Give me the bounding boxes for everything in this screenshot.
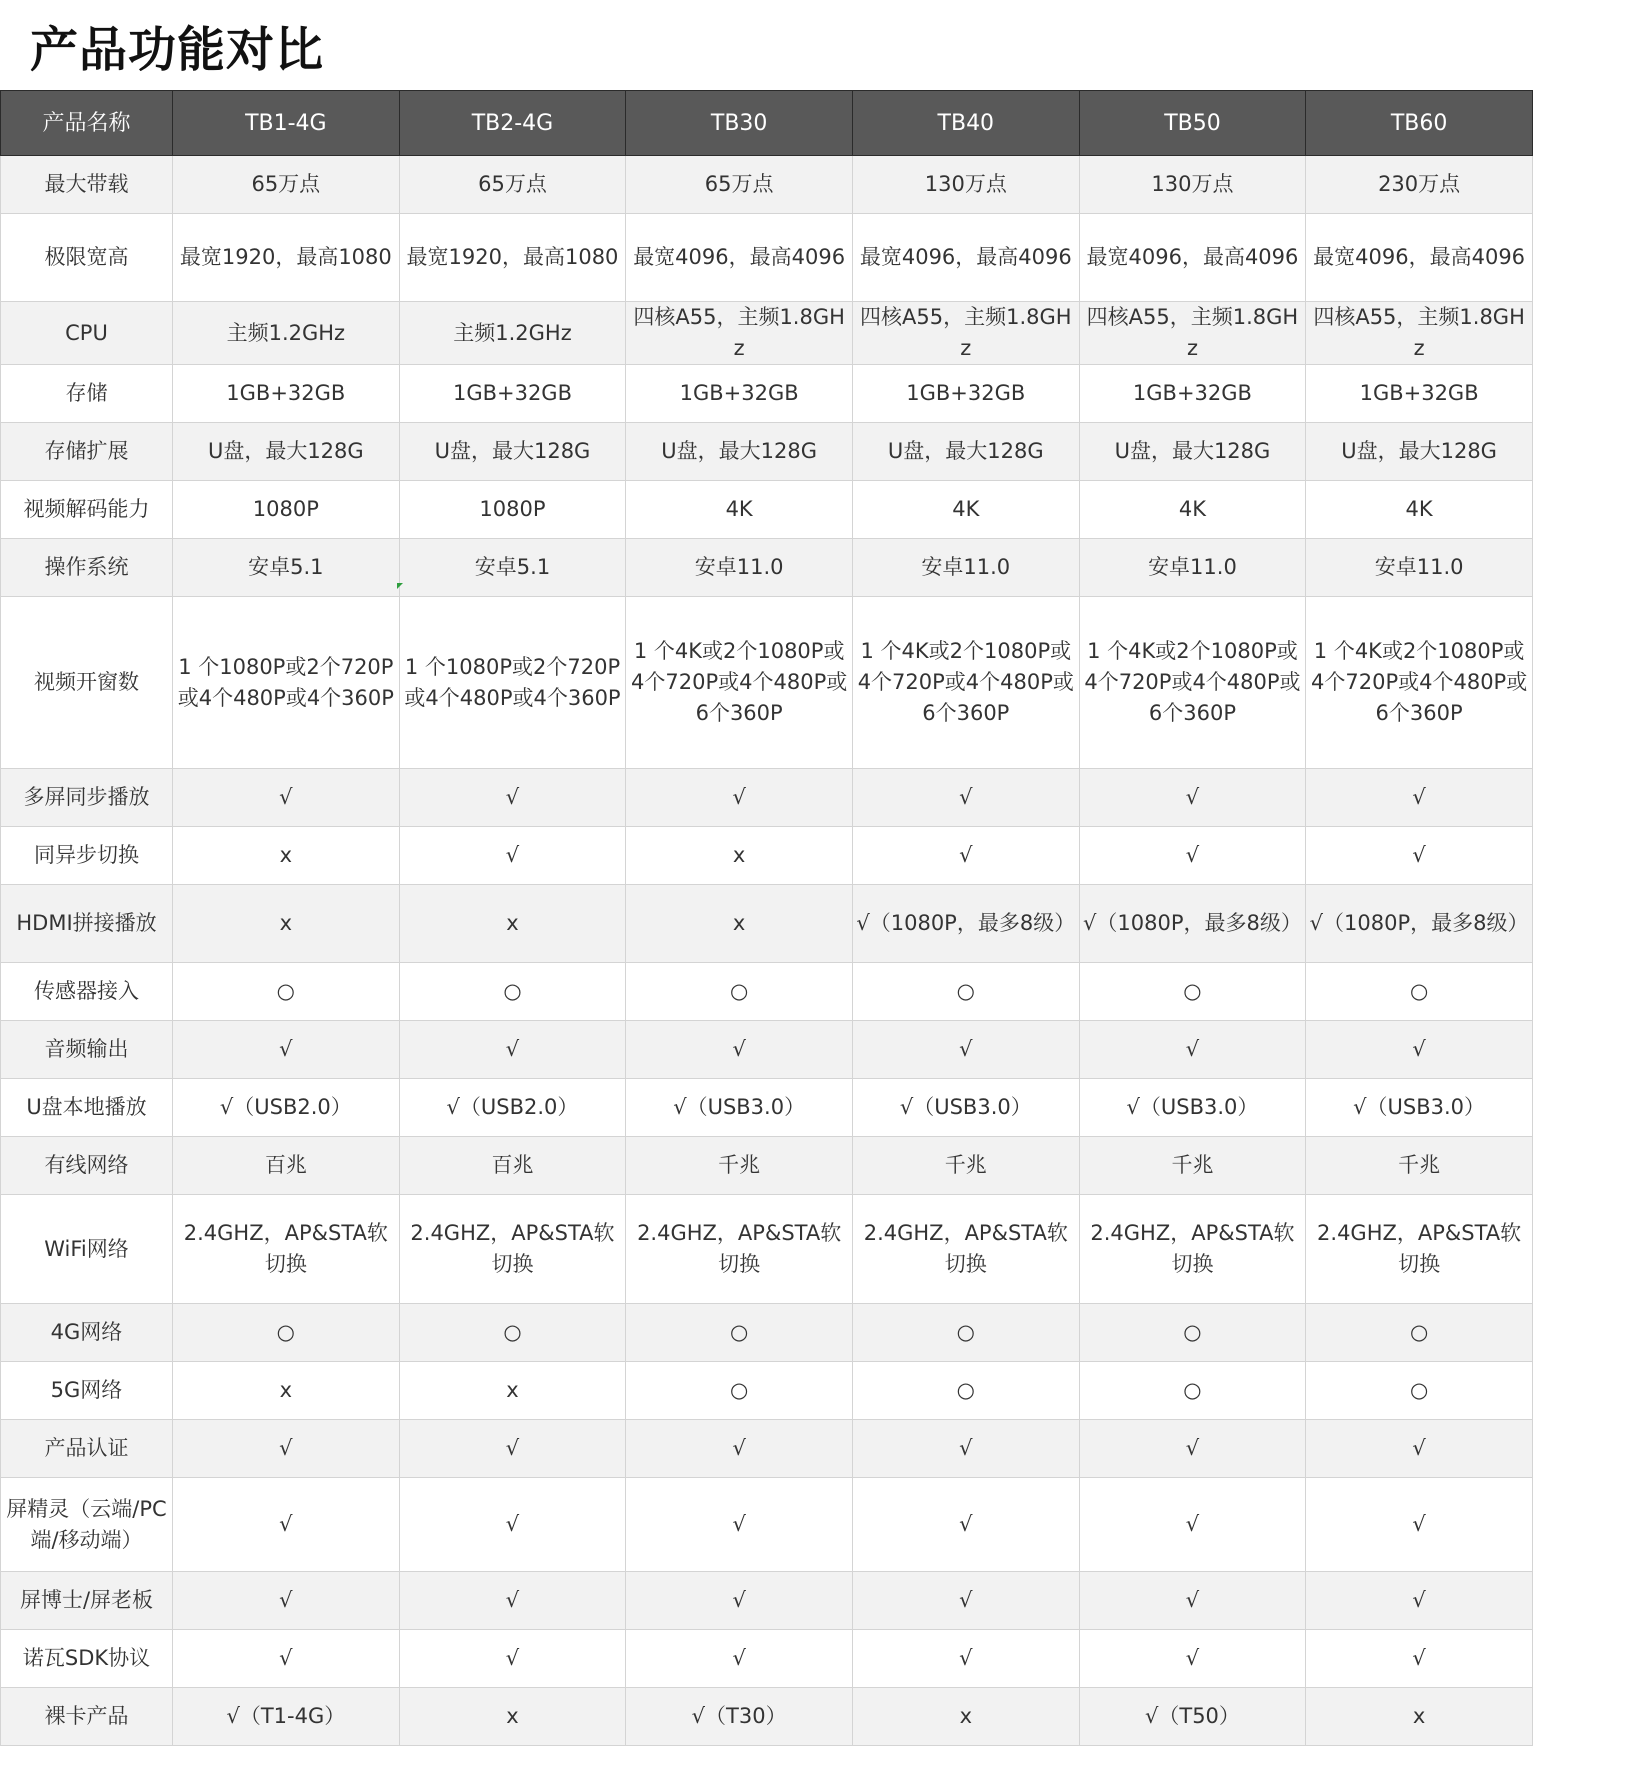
table-cell: 1 个4K或2个1080P或4个720P或4个480P或6个360P — [626, 597, 853, 769]
row-label: 屏精灵（云端/PC端/移动端） — [1, 1478, 173, 1572]
table-row — [1, 963, 1533, 1021]
table-cell: √（1080P，最多8级） — [1306, 885, 1533, 963]
table-cell: √ — [173, 1420, 400, 1478]
row-label: 传感器接入 — [1, 963, 173, 1021]
table-cell: √（T30） — [626, 1688, 853, 1746]
table-row — [1, 769, 1533, 827]
row-label: 多屏同步播放 — [1, 769, 173, 827]
table-row — [1, 302, 1533, 365]
table-cell: √ — [399, 1478, 626, 1572]
table-cell: x — [173, 1362, 400, 1420]
table-cell: 1GB+32GB — [173, 365, 400, 423]
table-cell: √ — [1306, 1630, 1533, 1688]
row-label: 产品认证 — [1, 1420, 173, 1478]
table-cell: √ — [1306, 1420, 1533, 1478]
table-row — [1, 1572, 1533, 1630]
table-cell: √ — [626, 1630, 853, 1688]
table-cell: 1 个1080P或2个720P或4个480P或4个360P — [173, 597, 400, 769]
table-cell: √ — [399, 769, 626, 827]
table-cell: √ — [1079, 1420, 1306, 1478]
table-cell: ○ — [1306, 1304, 1533, 1362]
table-cell: √ — [1306, 827, 1533, 885]
table-cell: √（USB3.0） — [1079, 1079, 1306, 1137]
table-cell: 千兆 — [1306, 1137, 1533, 1195]
table-cell: 主频1.2GHz — [173, 302, 400, 365]
table-cell: 百兆 — [173, 1137, 400, 1195]
table-cell: U盘，最大128G — [173, 423, 400, 481]
table-cell: √ — [1079, 1630, 1306, 1688]
table-cell: 安卓5.1 — [399, 539, 626, 597]
table-cell: ○ — [1079, 963, 1306, 1021]
table-cell: ○ — [852, 963, 1079, 1021]
table-cell: √ — [399, 1630, 626, 1688]
table-cell: √ — [173, 1572, 400, 1630]
table-cell: ○ — [626, 1304, 853, 1362]
row-label: 操作系统 — [1, 539, 173, 597]
table-cell: 千兆 — [626, 1137, 853, 1195]
table-row — [1, 481, 1533, 539]
row-label: 屏博士/屏老板 — [1, 1572, 173, 1630]
table-cell: √ — [1079, 769, 1306, 827]
table-cell: √ — [626, 1572, 853, 1630]
table-cell: √ — [399, 1420, 626, 1478]
row-label: 音频输出 — [1, 1021, 173, 1079]
table-cell: 最宽4096，最高4096 — [626, 214, 853, 302]
table-row — [1, 539, 1533, 597]
header-product: TB30 — [626, 91, 853, 156]
table-cell: ○ — [626, 1362, 853, 1420]
table-cell: √ — [852, 1630, 1079, 1688]
row-label: 最大带载 — [1, 156, 173, 214]
row-label: CPU — [1, 302, 173, 365]
table-cell: ○ — [852, 1362, 1079, 1420]
table-cell: 1 个1080P或2个720P或4个480P或4个360P — [399, 597, 626, 769]
table-cell: √ — [1079, 1478, 1306, 1572]
table-cell: 1GB+32GB — [1306, 365, 1533, 423]
table-cell: ○ — [173, 1304, 400, 1362]
table-cell: 1GB+32GB — [852, 365, 1079, 423]
table-cell: ○ — [626, 963, 853, 1021]
table-cell: √ — [1079, 1021, 1306, 1079]
table-cell: 安卓5.1 — [173, 539, 400, 597]
header-label: 产品名称 — [1, 91, 173, 156]
table-cell: U盘，最大128G — [852, 423, 1079, 481]
table-cell: U盘，最大128G — [1306, 423, 1533, 481]
table-cell: √ — [1306, 1021, 1533, 1079]
table-cell: 2.4GHZ，AP&STA软切换 — [173, 1195, 400, 1304]
table-cell: x — [626, 827, 853, 885]
table-cell: 2.4GHZ，AP&STA软切换 — [399, 1195, 626, 1304]
table-cell: 四核A55，主频1.8GHz — [1079, 302, 1306, 365]
table-cell: √ — [399, 1572, 626, 1630]
table-cell: U盘，最大128G — [626, 423, 853, 481]
table-row — [1, 1079, 1533, 1137]
table-cell: 1 个4K或2个1080P或4个720P或4个480P或6个360P — [1306, 597, 1533, 769]
table-cell: √（1080P，最多8级） — [1079, 885, 1306, 963]
table-cell: x — [1306, 1688, 1533, 1746]
table-cell: 1 个4K或2个1080P或4个720P或4个480P或6个360P — [852, 597, 1079, 769]
table-row — [1, 597, 1533, 769]
table-cell: 最宽1920，最高1080 — [399, 214, 626, 302]
table-cell: 千兆 — [852, 1137, 1079, 1195]
table-cell: √ — [1306, 769, 1533, 827]
row-label: 存储扩展 — [1, 423, 173, 481]
table-cell: x — [399, 1362, 626, 1420]
table-cell: ○ — [399, 963, 626, 1021]
table-row — [1, 1304, 1533, 1362]
table-row — [1, 1688, 1533, 1746]
table-cell: √ — [626, 1021, 853, 1079]
table-row — [1, 885, 1533, 963]
table-cell: √ — [1306, 1478, 1533, 1572]
table-cell: 230万点 — [1306, 156, 1533, 214]
table-cell: x — [399, 1688, 626, 1746]
table-cell: √ — [173, 1021, 400, 1079]
table-cell: 最宽4096，最高4096 — [1306, 214, 1533, 302]
table-cell: 2.4GHZ，AP&STA软切换 — [626, 1195, 853, 1304]
table-header-row — [1, 91, 1533, 156]
row-label: 诺瓦SDK协议 — [1, 1630, 173, 1688]
row-label: 同异步切换 — [1, 827, 173, 885]
table-row — [1, 1478, 1533, 1572]
table-cell: 2.4GHZ，AP&STA软切换 — [1079, 1195, 1306, 1304]
row-label: 视频解码能力 — [1, 481, 173, 539]
table-cell: 安卓11.0 — [1306, 539, 1533, 597]
table-cell: √（1080P，最多8级） — [852, 885, 1079, 963]
table-cell: x — [173, 885, 400, 963]
table-cell: 安卓11.0 — [852, 539, 1079, 597]
header-product: TB60 — [1306, 91, 1533, 156]
table-cell: 2.4GHZ，AP&STA软切换 — [1306, 1195, 1533, 1304]
table-cell: √（USB3.0） — [852, 1079, 1079, 1137]
row-label: HDMI拼接播放 — [1, 885, 173, 963]
table-cell: ○ — [1079, 1362, 1306, 1420]
table-cell: 130万点 — [1079, 156, 1306, 214]
table-row — [1, 1195, 1533, 1304]
table-cell: √ — [852, 827, 1079, 885]
header-product: TB40 — [852, 91, 1079, 156]
table-cell: √（USB3.0） — [626, 1079, 853, 1137]
table-cell: 1GB+32GB — [1079, 365, 1306, 423]
table-cell: x — [852, 1688, 1079, 1746]
table-cell: 4K — [626, 481, 853, 539]
table-row — [1, 1021, 1533, 1079]
table-cell: 四核A55，主频1.8GHz — [1306, 302, 1533, 365]
table-cell: 65万点 — [399, 156, 626, 214]
table-cell: √ — [399, 827, 626, 885]
table-cell: √ — [852, 1420, 1079, 1478]
table-cell: 1GB+32GB — [626, 365, 853, 423]
table-cell: x — [173, 827, 400, 885]
table-cell: √（T1-4G） — [173, 1688, 400, 1746]
table-cell: √ — [626, 769, 853, 827]
row-label: 有线网络 — [1, 1137, 173, 1195]
header-product: TB50 — [1079, 91, 1306, 156]
table-row — [1, 1630, 1533, 1688]
table-cell: √ — [173, 769, 400, 827]
table-cell: 主频1.2GHz — [399, 302, 626, 365]
row-label: 5G网络 — [1, 1362, 173, 1420]
table-cell: 最宽4096，最高4096 — [852, 214, 1079, 302]
table-cell: U盘，最大128G — [399, 423, 626, 481]
table-cell: √（USB2.0） — [399, 1079, 626, 1137]
table-cell: U盘，最大128G — [1079, 423, 1306, 481]
header-product: TB2-4G — [399, 91, 626, 156]
table-cell: 130万点 — [852, 156, 1079, 214]
cell-comment-marker — [397, 583, 403, 589]
table-cell: 1080P — [399, 481, 626, 539]
table-row — [1, 1420, 1533, 1478]
table-cell: 百兆 — [399, 1137, 626, 1195]
table-cell: √ — [1306, 1572, 1533, 1630]
table-row — [1, 423, 1533, 481]
table-cell: √ — [173, 1630, 400, 1688]
row-label: 裸卡产品 — [1, 1688, 173, 1746]
table-cell: √ — [626, 1478, 853, 1572]
table-cell: 65万点 — [626, 156, 853, 214]
table-cell: 4K — [1079, 481, 1306, 539]
table-cell: √ — [1079, 827, 1306, 885]
table-cell: 最宽4096，最高4096 — [1079, 214, 1306, 302]
table-cell: 65万点 — [173, 156, 400, 214]
table-cell: ○ — [1079, 1304, 1306, 1362]
row-label: U盘本地播放 — [1, 1079, 173, 1137]
table-cell: √ — [626, 1420, 853, 1478]
row-label: WiFi网络 — [1, 1195, 173, 1304]
table-cell: √ — [852, 1478, 1079, 1572]
table-cell: √（T50） — [1079, 1688, 1306, 1746]
page-title: 产品功能对比 — [30, 22, 325, 78]
row-label: 极限宽高 — [1, 214, 173, 302]
row-label: 视频开窗数 — [1, 597, 173, 769]
table-cell: ○ — [173, 963, 400, 1021]
table-cell: 千兆 — [1079, 1137, 1306, 1195]
table-cell: ○ — [1306, 963, 1533, 1021]
table-cell: 四核A55，主频1.8GHz — [626, 302, 853, 365]
table-cell: √ — [173, 1478, 400, 1572]
table-cell: 安卓11.0 — [626, 539, 853, 597]
table-row — [1, 1137, 1533, 1195]
table-cell: 1080P — [173, 481, 400, 539]
table-cell: √ — [399, 1021, 626, 1079]
table-row — [1, 1362, 1533, 1420]
table-cell: 安卓11.0 — [1079, 539, 1306, 597]
comparison-table — [0, 90, 1533, 1746]
table-cell: 1GB+32GB — [399, 365, 626, 423]
table-cell: ○ — [852, 1304, 1079, 1362]
table-row — [1, 365, 1533, 423]
table-cell: ○ — [1306, 1362, 1533, 1420]
row-label: 4G网络 — [1, 1304, 173, 1362]
table-cell: √ — [1079, 1572, 1306, 1630]
table-cell: 4K — [852, 481, 1079, 539]
table-row — [1, 214, 1533, 302]
table-cell: 1 个4K或2个1080P或4个720P或4个480P或6个360P — [1079, 597, 1306, 769]
table-cell: ○ — [399, 1304, 626, 1362]
table-cell: x — [626, 885, 853, 963]
table-cell: 4K — [1306, 481, 1533, 539]
table-cell: 四核A55，主频1.8GHz — [852, 302, 1079, 365]
table-cell: 最宽1920，最高1080 — [173, 214, 400, 302]
table-row — [1, 156, 1533, 214]
table-row — [1, 827, 1533, 885]
table-cell: x — [399, 885, 626, 963]
table-cell: √ — [852, 1021, 1079, 1079]
table-cell: √（USB2.0） — [173, 1079, 400, 1137]
row-label: 存储 — [1, 365, 173, 423]
table-cell: 2.4GHZ，AP&STA软切换 — [852, 1195, 1079, 1304]
table-cell: √ — [852, 769, 1079, 827]
table-cell: √（USB3.0） — [1306, 1079, 1533, 1137]
header-product: TB1-4G — [173, 91, 400, 156]
table-body — [1, 156, 1533, 1746]
table-cell: √ — [852, 1572, 1079, 1630]
